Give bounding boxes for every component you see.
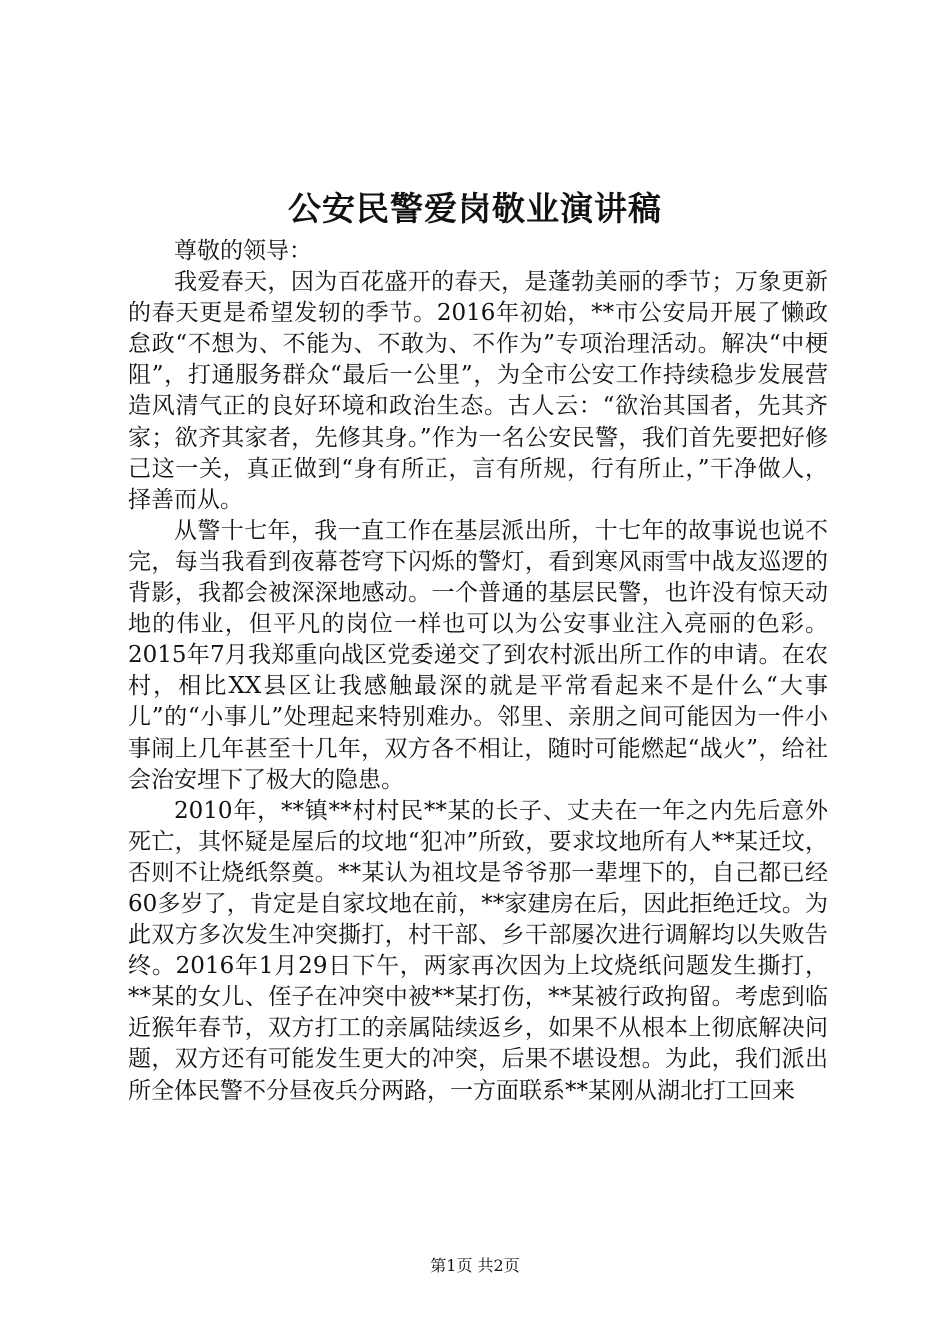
salutation: 尊敬的领导： — [174, 238, 312, 264]
paragraph-1: 我爱春天，因为百花盛开的春天，是蓬勃美丽的季节；万象更新的春天更是希望发轫的季节。2016年初始，**市公安局开展了懒政怠政“不想为、不能为、不敢为、不作为”专项治理活动。解决“中梗阻”，打通服务群众“最后一公里”，为全市公安工作持续稳步发展营造风清气正的良好环境和政治生态。古人云：“欲治其国者，先其齐家；欲齐其家者，先修其身。”作为一名公安民警，我们首先要把好修己这一关，真正做到“身有所正，言有所规，行有所止，”干净做人，择善而从。 — [128, 269, 828, 513]
page-number-footer: 第1页 共2页 — [430, 1256, 520, 1275]
document-body — [128, 236, 828, 1107]
paragraph-2: 从警十七年，我一直工作在基层派出所，十七年的故事说也说不完，每当我看到夜幕苍穹下闪烁的警灯，看到寒风雨雪中战友巡逻的背影，我都会被深深地感动。一个普通的基层民警，也许没有惊天动地的伟业，但平凡的岗位一样也可以为公安事业注入亮丽的色彩。2015年7月我郑重向战区党委递交了到农村派出所工作的申请。在农村，相比XX县区让我感触最深的就是平常看起来不是什么“大事儿”的“小事儿”处理起来特别难办。邻里、亲朋之间可能因为一件小事闹上几年甚至十几年，双方各不相让，随时可能燃起“战火”，给社会治安埋下了极大的隐患。 — [128, 517, 828, 793]
document-title: 公安民警爱岗敬业演讲稿 — [288, 189, 662, 228]
paragraph-3: 2010年，**镇**村村民**某的长子、丈夫在一年之内先后意外死亡，其怀疑是屋后的坟地“犯冲”所致，要求坟地所有人**某迁坟，否则不让烧纸祭奠。**某认为祖坟是爷爷那一辈埋下的，自己都已经60多岁了，肯定是自家坟地在前，**家建房在后，因此拒绝迁坟。为此双方多次发生冲突撕打，村干部、乡干部屡次进行调解均以失败告终。2016年1月29日下午，两家再次因为上坟烧纸问题发生撕打，**某的女儿、侄子在冲突中被**某打伤，**某被行政拘留。考虑到临近猴年春节，双方打工的亲属陆续返乡，如果不从根本上彻底解决问题，双方还有可能发生更大的冲突，后果不堪设想。为此，我们派出所全体民警不分昼夜兵分两路，一方面联系**某刚从湖北打工回来 — [128, 797, 828, 1104]
